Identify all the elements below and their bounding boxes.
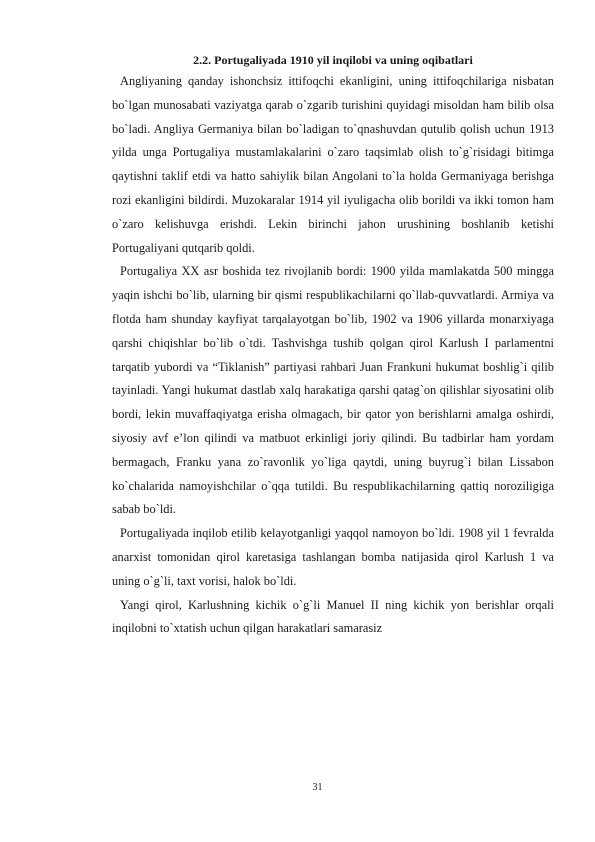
document-page [112, 52, 554, 641]
paragraph-4: Yangi qirol, Karlushning kichik o`g`li Manuel II ning kichik yon berishlar orqali inqilobni to`xtatish uchun qilgan harakatlari samarasiz [112, 597, 554, 636]
page-number: 31 [312, 782, 323, 793]
section-title: 2.2. Portugaliyada 1910 yil inqilobi va uning oqibatlari [193, 53, 473, 67]
paragraph-3: Portugaliyada inqilob etilib kelayotganligi yaqqol namoyon bo`ldi. 1908 yil 1 fevralda anarxist tomonidan qirol karetasiga tashlangan bomba natijasida qirol Karlush 1 va uning o`g`li, taxt vorisi, halok bo`ldi. [112, 526, 554, 588]
paragraph-2: Portugaliya XX asr boshida tez rivojlanib bordi: 1900 yilda mamlakatda 500 mingga yaqin ishchi bo`lib, ularning bir qismi respublikachilarni qo`llab-quvvatlardi. Armiya va flotda ham shunday kayfiyat tarqalayotgan bo`lib, 1902 va 1906 yillarda monarxiyaga qarshi chiqishlar bo`lib o`tdi. Tashvishga tushib qolgan qirol Karlush I parlamentni tarqatib yubordi va “Tiklanish” partiyasi rahbari Juan Frankuni hukumat boshlig`i qilib tayinladi. Yangi hukumat dastlab xalq harakatiga qarshi qatag`on qilishlar siyosatini olib bordi, lekin muvaffaqiyatga erisha olmagach, bir qator yon berishlarni amalga oshirdi, siyosiy avf e’lon qilindi va matbuot erkinligi joriy qilindi. Bu tadbirlar ham yordam bermagach, Franku yana zo`ravonlik yo`liga qaytdi, uning buyrug`i bilan Lissabon ko`chalarida namoyishchilar o`qqa tutildi. Bu respublikachilarning qattiq noroziligiga sabab bo`ldi. [112, 264, 554, 517]
paragraph-1: Angliyaning qanday ishonchsiz ittifoqchi ekanligini, uning ittifoqchilariga nisbatan bo`lgan munosabati vaziyatga qarab o`zgarib turishini quyidagi misoldan ham bilib olsa bo`ladi. Angliya Germaniya bilan bo`ladigan to`qnashuvdan qutulib qolish uchun 1913 yilda unga Portugaliya mustamlakalarini o`zaro taqsimlab olish to`g`risidagi bitimga qaytishni taklif etdi va hatto sahiylik bilan Angolani to`la holda Germaniyaga berishga rozi ekanligini bildirdi. Muzokaralar 1914 yil iyuligacha olib borildi va ikki tomon ham o`zaro kelishuvga erishdi. Lekin birinchi jahon urushining boshlanib ketishi Portugaliyani qutqarib qoldi. [112, 74, 554, 255]
